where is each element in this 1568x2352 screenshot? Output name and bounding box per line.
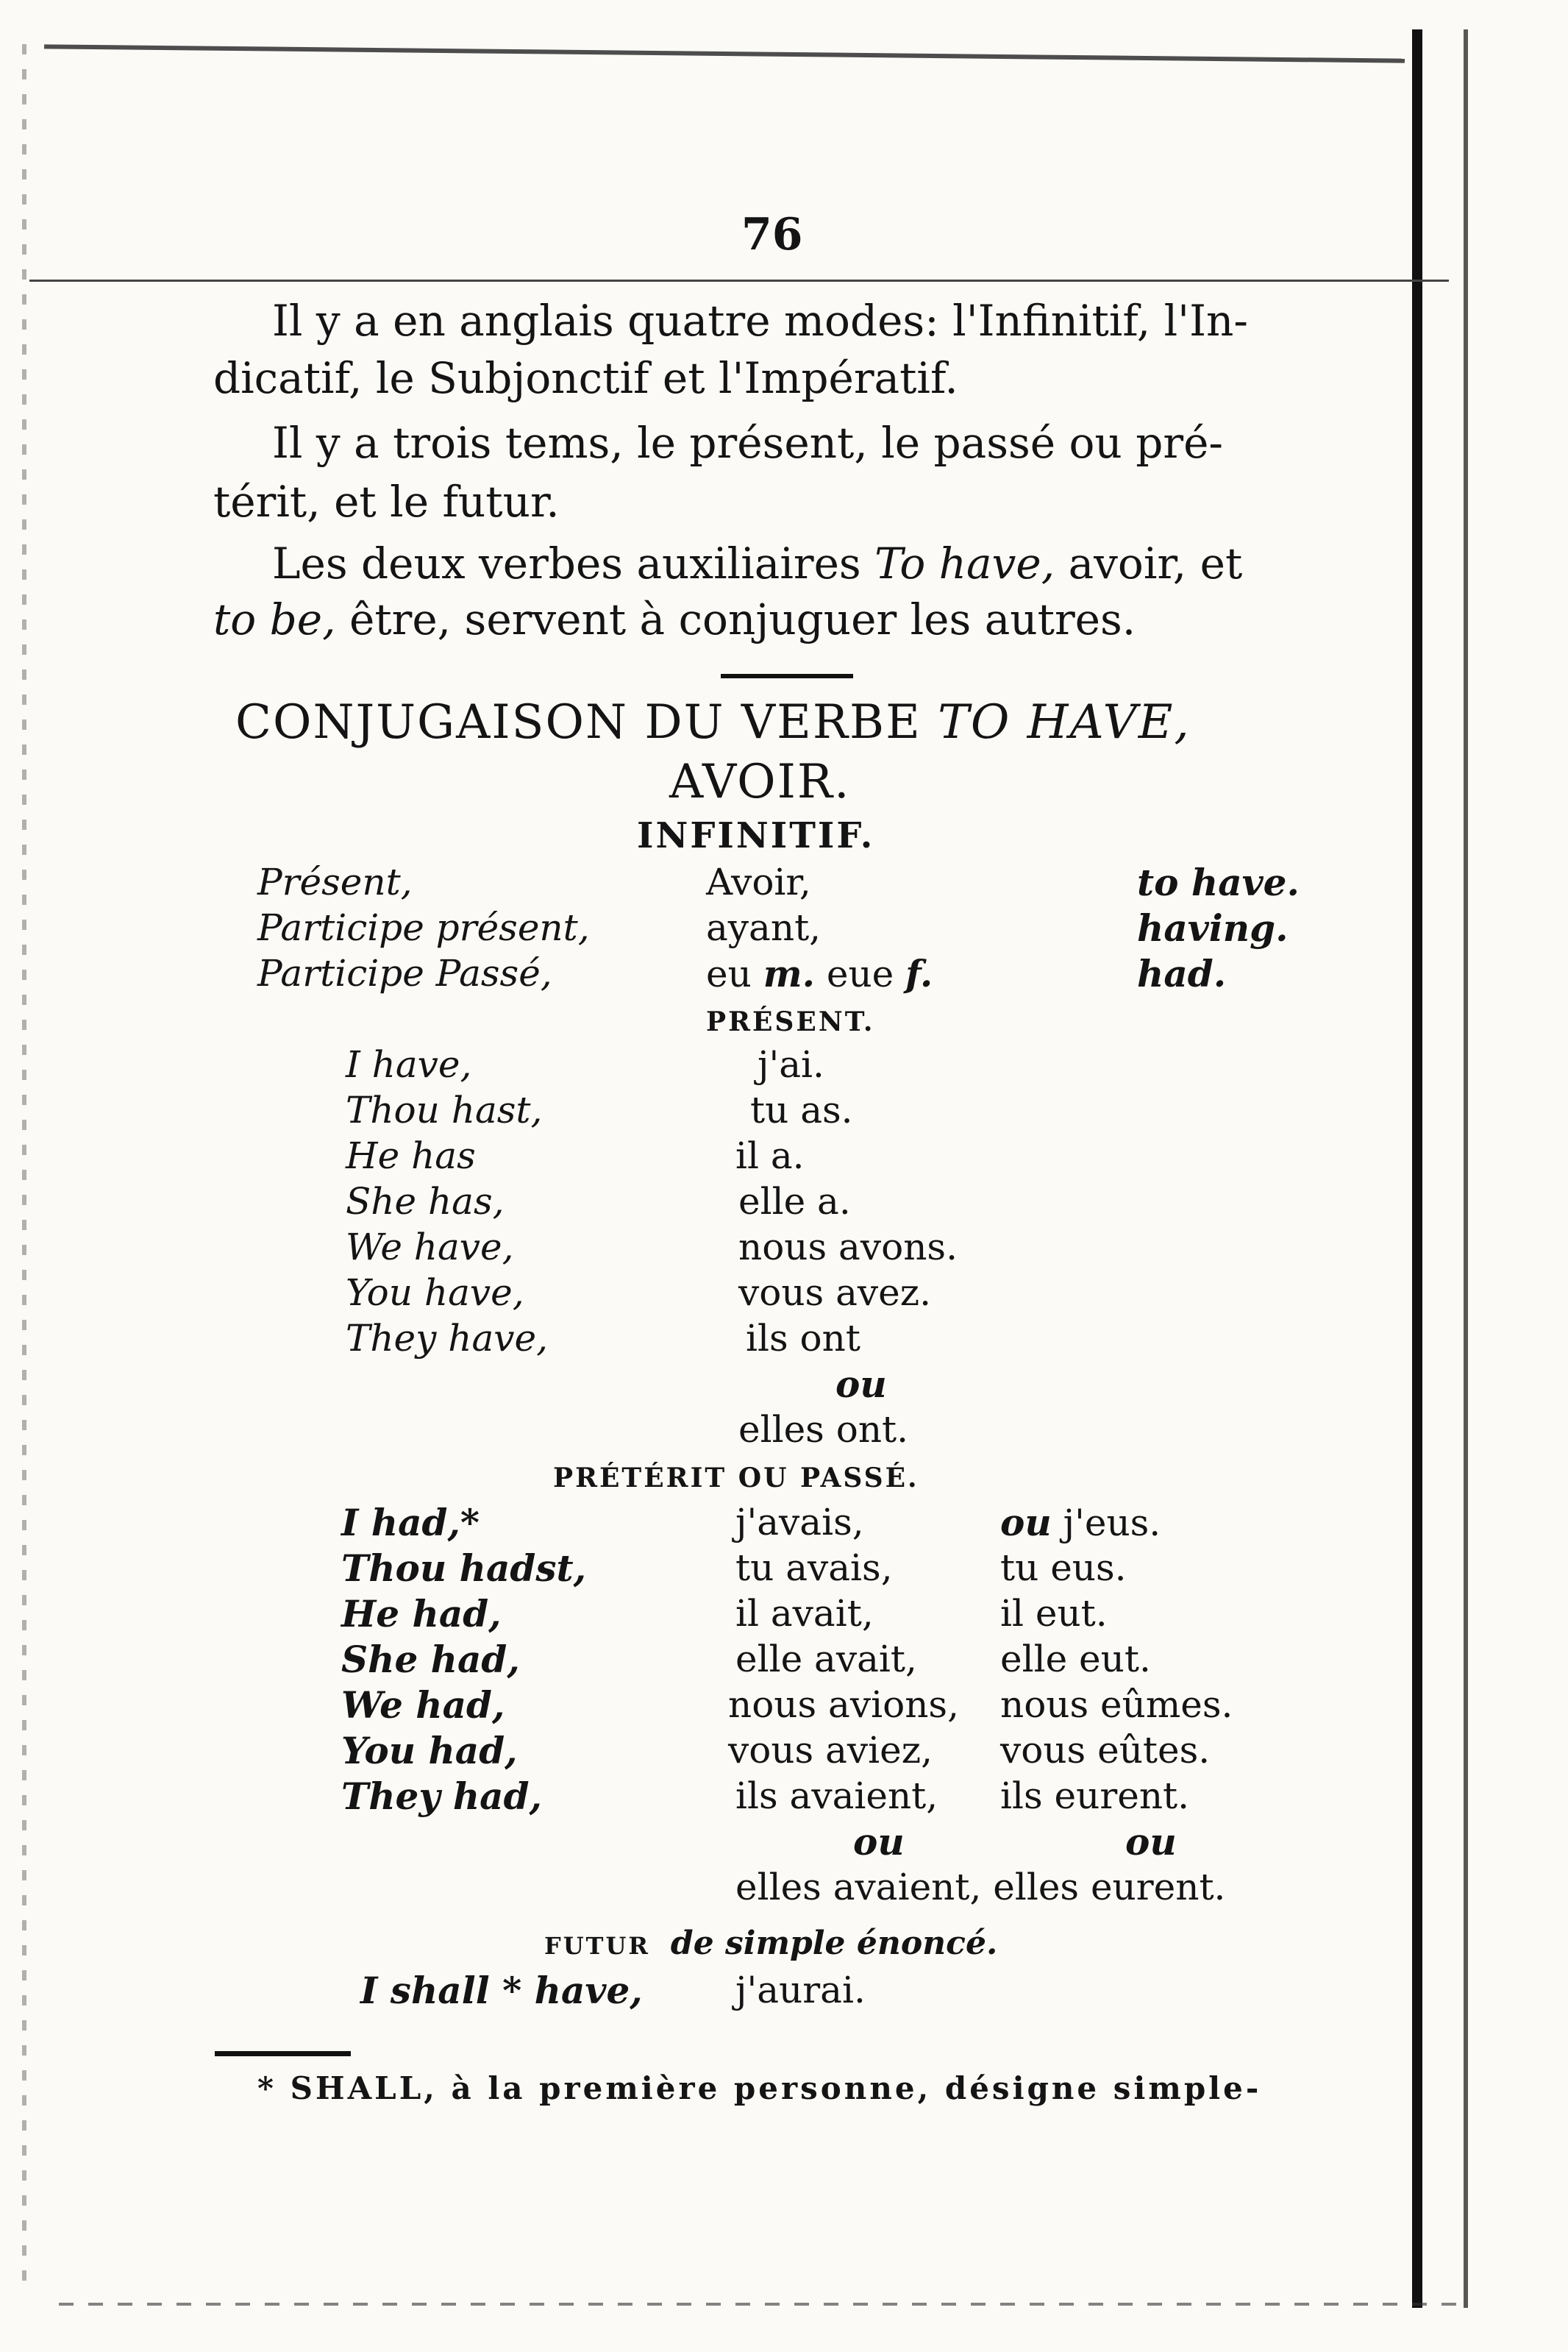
page-edge-left [22, 44, 26, 2288]
preterit-ou-inline: ou [1000, 1501, 1052, 1544]
present-fr-2: tu as. [750, 1089, 853, 1131]
futur-fr: j'aurai. [735, 1969, 866, 2011]
present-fr-3: il a. [735, 1134, 805, 1177]
preterit-alt-4: elle eut. [1000, 1638, 1151, 1680]
intro-p2-line2: térit, et le futur. [213, 477, 560, 527]
fr-eue: eue [815, 953, 906, 995]
preterit-ou-2: ou [1125, 1820, 1177, 1864]
present-en-4: She has, [346, 1180, 505, 1223]
heading-to-have: TO HAVE, [938, 695, 1191, 750]
preterit-fr-5: nous avions, [728, 1683, 959, 1726]
intro-p3-to-have: To have, [874, 539, 1055, 589]
preterit-alt-1 [1000, 1501, 1161, 1544]
present-en-1: I have, [346, 1043, 472, 1086]
preterit-fr-3: il avait, [735, 1592, 874, 1635]
page-edge-top [44, 44, 1405, 63]
preterit-alt-2: tu eus. [1000, 1546, 1127, 1589]
preterit-last: elles avaient, elles eurent. [735, 1866, 1226, 1908]
preterit-alt-6: vous eûtes. [1000, 1729, 1211, 1772]
infinitif-label-participe-present: Participe présent, [257, 906, 590, 949]
infinitif-label-present: Présent, [257, 861, 413, 903]
infinitif-fr-participe-present: ayant, [706, 906, 822, 949]
intro-p2-line1: Il y a trois tems, le présent, le passé ou pré- [272, 418, 1223, 468]
fr-feminine-mark: f. [905, 952, 933, 995]
page-number: 76 [741, 209, 803, 260]
fr-eu: eu [706, 953, 763, 995]
preterit-alt-3: il eut. [1000, 1592, 1108, 1635]
present-en-3: He has [346, 1134, 476, 1177]
intro-p3-line2 [213, 593, 1136, 646]
present-fr-7: ils ont [746, 1317, 860, 1360]
preterit-alt-1-text: j'eus. [1063, 1502, 1161, 1544]
intro-p3-text-b2: être, servent à conjuguer les autres. [335, 594, 1136, 644]
preterit-en-1: I had,* [341, 1501, 480, 1544]
binding-spine-edge [1464, 29, 1468, 2308]
preterit-en-7: They had, [341, 1774, 542, 1818]
conjugation-heading [235, 695, 1191, 750]
present-fr-6: vous avez. [738, 1271, 931, 1314]
preterit-en-6: You had, [341, 1729, 518, 1772]
preterit-fr-1: j'avais, [735, 1501, 864, 1543]
preterit-en-4: She had, [341, 1638, 520, 1681]
fr-masculine-mark: m. [763, 952, 815, 995]
heading-avoir: AVOIR. [669, 755, 851, 809]
header-rule [29, 280, 1449, 282]
present-alt: elles ont. [738, 1408, 909, 1451]
section-rule [721, 674, 853, 678]
infinitif-en-present: to have. [1137, 861, 1300, 904]
present-title: PRÉSENT. [706, 1006, 875, 1037]
present-en-2: Thou hast, [346, 1089, 543, 1131]
futur-title-a: FUTUR [544, 1932, 650, 1960]
intro-p3-to-be: to be, [213, 594, 336, 644]
infinitif-title: INFINITIF. [637, 815, 875, 856]
preterit-en-5: We had, [341, 1683, 505, 1727]
preterit-alt-5: nous eûmes. [1000, 1683, 1233, 1726]
preterit-fr-2: tu avais, [735, 1546, 893, 1589]
preterit-fr-6: vous aviez, [728, 1729, 933, 1772]
futur-title [544, 1925, 997, 1962]
present-en-7: They have, [346, 1317, 549, 1360]
infinitif-fr-participe-passe [706, 952, 933, 995]
preterit-ou-1: ou [853, 1820, 905, 1864]
preterit-title: PRÉTÉRIT OU PASSÉ. [553, 1463, 919, 1493]
futur-title-b: de simple énoncé. [670, 1925, 998, 1962]
infinitif-en-participe-passe: had. [1137, 952, 1227, 995]
footnote: * SHALL, à la première personne, désigne simple- [257, 2070, 1262, 2106]
intro-p3-text-a: Les deux verbes auxiliaires [272, 539, 875, 589]
present-fr-4: elle a. [738, 1180, 851, 1223]
intro-p3-line1 [272, 537, 1242, 590]
preterit-en-2: Thou hadst, [341, 1546, 587, 1590]
preterit-fr-7: ils avaient, [735, 1774, 938, 1817]
page-edge-bottom [59, 2303, 1456, 2306]
preterit-fr-4: elle avait, [735, 1638, 917, 1680]
binding-spine [1412, 29, 1422, 2308]
futur-en: I shall * have, [360, 1969, 643, 2012]
intro-p1-line1: Il y a en anglais quatre modes: l'Infinitif, l'In- [272, 296, 1248, 346]
heading-text: CONJUGAISON DU VERBE [235, 695, 938, 750]
present-fr-5: nous avons. [738, 1226, 958, 1268]
infinitif-fr-present: Avoir, [706, 861, 811, 903]
present-ou: ou [835, 1362, 887, 1406]
preterit-alt-7: ils eurent. [1000, 1774, 1190, 1817]
footnote-rule [215, 2051, 351, 2056]
present-en-6: You have, [346, 1271, 524, 1314]
infinitif-label-participe-passe: Participe Passé, [257, 952, 552, 995]
intro-p3-text-c: avoir, et [1055, 539, 1243, 589]
present-en-5: We have, [346, 1226, 514, 1268]
infinitif-en-participe-present: having. [1137, 906, 1289, 950]
present-fr-1: j'ai. [758, 1043, 824, 1086]
preterit-en-3: He had, [341, 1592, 502, 1635]
intro-p1-line2: dicatif, le Subjonctif et l'Impératif. [213, 353, 958, 403]
